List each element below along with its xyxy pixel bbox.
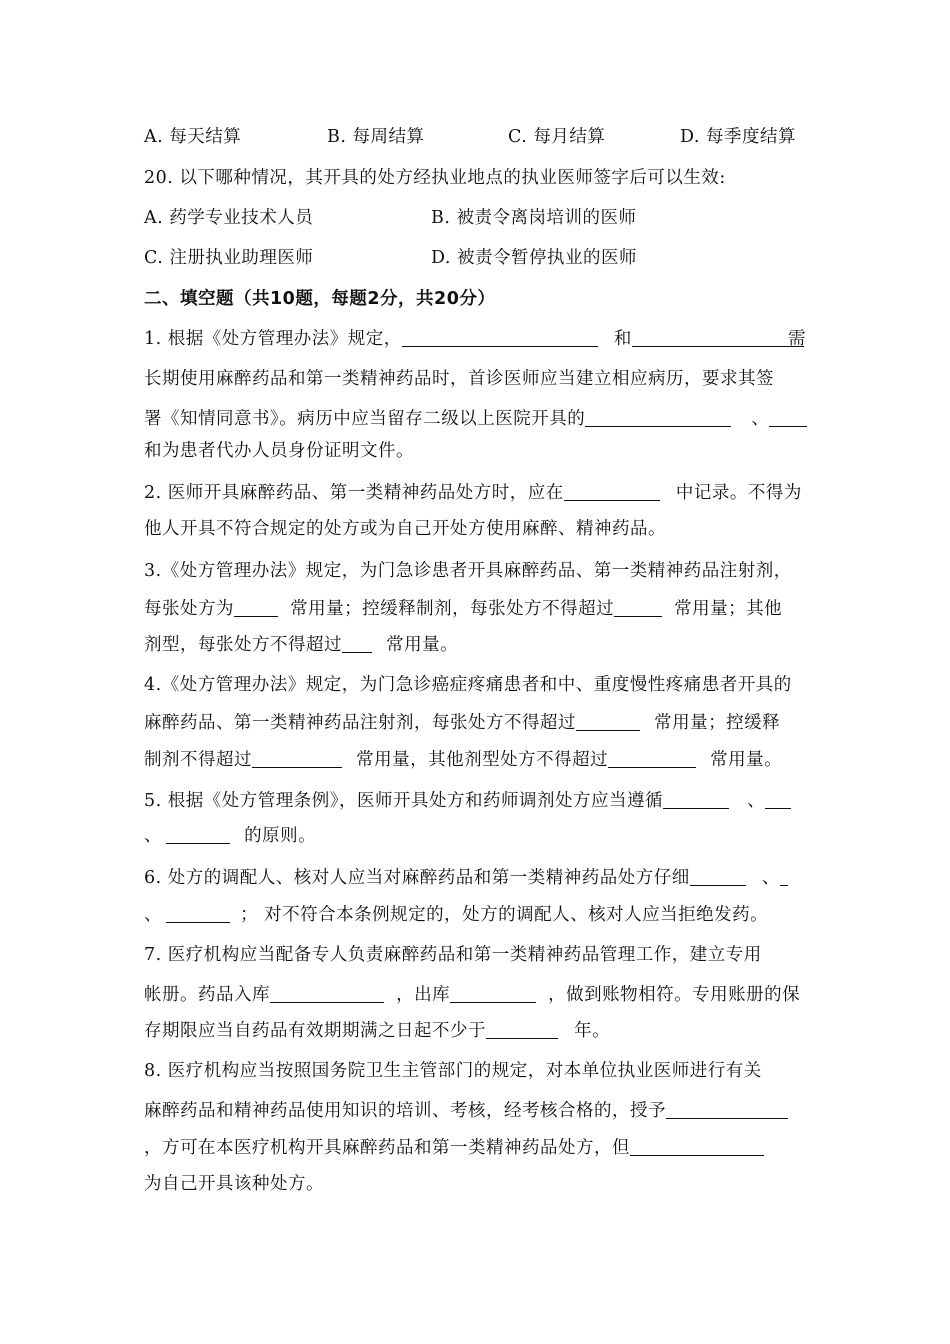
q3-line2 bbox=[144, 594, 806, 624]
answer-blank[interactable] bbox=[166, 823, 230, 844]
q20-stem: 20. 以下哪种情况，其开具的处方经执业地点的执业医师签字后可以生效: bbox=[144, 168, 726, 188]
q7-line1: 7. 医疗机构应当配备专人负责麻醉药品和第一类精神药品管理工作，建立专用 bbox=[144, 945, 762, 965]
q8-text-b: ，方可在本医疗机构开具麻醉药品和第一类精神药品处方，但 bbox=[144, 1138, 630, 1158]
answer-blank[interactable] bbox=[342, 632, 372, 653]
q3-line1: 3.《处方管理办法》规定，为门急诊患者开具麻醉药品、第一类精神药品注射剂， bbox=[144, 561, 792, 581]
q3-text-e: 常用量。 bbox=[386, 635, 459, 655]
q2-text-b: 中记录。不得为 bbox=[675, 483, 802, 503]
answer-blank[interactable] bbox=[663, 788, 729, 809]
q4-text-b: 常用量；控缓释 bbox=[654, 713, 781, 733]
section-heading: 二、填空题（共10题，每题2分，共20分） bbox=[144, 289, 496, 309]
q3-text-c: 常用量；其他 bbox=[674, 599, 783, 619]
q7-text-d: 存期限应当自药品有效期期满之日起不少于 bbox=[144, 1021, 486, 1041]
q7-line3 bbox=[144, 1016, 806, 1046]
answer-blank[interactable] bbox=[769, 406, 807, 427]
q7-line2 bbox=[144, 980, 806, 1010]
q8-line2 bbox=[144, 1096, 806, 1126]
q3-line3 bbox=[144, 630, 806, 660]
q8-line4: 为自己开具该种处方。 bbox=[144, 1174, 324, 1194]
answer-blank[interactable] bbox=[608, 747, 696, 768]
q19-option-d: D. 每季度结算 bbox=[680, 127, 797, 147]
answer-blank[interactable] bbox=[630, 1135, 764, 1156]
answer-blank[interactable] bbox=[564, 480, 660, 501]
q4-text-a: 麻醉药品、第一类精神药品注射剂，每张处方不得超过 bbox=[144, 713, 576, 733]
answer-blank[interactable] bbox=[765, 788, 791, 809]
q1-text-a: 1. 根据《处方管理办法》规定， bbox=[144, 329, 402, 349]
q3-text-b: 常用量；控缓释制剂，每张处方不得超过 bbox=[290, 599, 615, 619]
answer-blank[interactable] bbox=[780, 865, 788, 886]
q8-line1: 8. 医疗机构应当按照国务院卫生主管部门的规定，对本单位执业医师进行有关 bbox=[144, 1061, 762, 1081]
answer-blank[interactable] bbox=[585, 406, 731, 427]
q5-text-a: 5. 根据《处方管理条例》，医师开具处方和药师调剂处方应当遵循 bbox=[144, 791, 664, 811]
q6-text-d: ； 对不符合本条例规定的，处方的调配人、核对人应当拒绝发药。 bbox=[240, 905, 769, 925]
q19-options bbox=[144, 122, 806, 152]
answer-blank[interactable] bbox=[450, 982, 536, 1003]
answer-blank[interactable] bbox=[166, 902, 230, 923]
q4-text-e: 常用量。 bbox=[710, 750, 783, 770]
q5-line2 bbox=[144, 821, 806, 851]
q7-text-b: ，出库 bbox=[396, 985, 451, 1005]
q1-text-d: 署《知情同意书》。病历中应当留存二级以上医院开具的 bbox=[144, 409, 586, 429]
q7-text-c: ，做到账物相符。专用账册的保 bbox=[548, 985, 801, 1005]
q6-text-c: 、 bbox=[144, 905, 162, 925]
answer-blank[interactable] bbox=[632, 326, 804, 347]
q20-options-row2 bbox=[144, 243, 806, 273]
q20-options-row1 bbox=[144, 203, 806, 233]
q8-line3 bbox=[144, 1133, 806, 1163]
q5-text-c: 、 bbox=[144, 826, 162, 846]
q2-line2: 他人开具不符合规定的处方或为自己开处方使用麻醉、精神药品。 bbox=[144, 519, 666, 539]
q7-text-a: 帐册。药品入库 bbox=[144, 985, 270, 1005]
q6-line1 bbox=[144, 863, 806, 893]
q20-option-c: C. 注册执业助理医师 bbox=[144, 248, 314, 268]
answer-blank[interactable] bbox=[486, 1018, 558, 1039]
answer-blank[interactable] bbox=[666, 1098, 788, 1119]
q20-option-a: A. 药学专业技术人员 bbox=[144, 208, 314, 228]
q2-text-a: 2. 医师开具麻醉药品、第一类精神药品处方时，应在 bbox=[144, 483, 564, 503]
q6-text-b: 、 bbox=[761, 868, 780, 888]
answer-blank[interactable] bbox=[252, 747, 342, 768]
answer-blank[interactable] bbox=[402, 326, 598, 347]
q4-text-c: 制剂不得超过 bbox=[144, 750, 252, 770]
q6-line2 bbox=[144, 900, 806, 930]
q1-line4: 和为患者代办人员身份证明文件。 bbox=[144, 441, 414, 461]
q1-text-e: 、 bbox=[751, 409, 770, 429]
q19-option-a: A. 每天结算 bbox=[144, 127, 242, 147]
q3-text-d: 剂型，每张处方不得超过 bbox=[144, 635, 342, 655]
q1-line3 bbox=[144, 404, 806, 434]
answer-blank[interactable] bbox=[270, 982, 384, 1003]
answer-blank[interactable] bbox=[576, 710, 640, 731]
q5-line1 bbox=[144, 786, 806, 816]
answer-blank[interactable] bbox=[690, 865, 746, 886]
q4-line3 bbox=[144, 745, 806, 775]
q1-line1 bbox=[144, 324, 806, 354]
q1-text-b: 和 bbox=[613, 329, 632, 349]
q1-text-c: 需 bbox=[788, 329, 806, 349]
q5-text-b: 、 bbox=[747, 791, 766, 811]
q19-option-b: B. 每周结算 bbox=[327, 127, 425, 147]
q8-text-a: 麻醉药品和精神药品使用知识的培训、考核，经考核合格的，授予 bbox=[144, 1101, 666, 1121]
q4-line2 bbox=[144, 708, 806, 738]
q1-line2: 长期使用麻醉药品和第一类精神药品时，首诊医师应当建立相应病历，要求其签 bbox=[144, 369, 774, 389]
q20-option-b: B. 被责令离岗培训的医师 bbox=[431, 208, 637, 228]
q2-line1 bbox=[144, 478, 806, 508]
q19-option-c: C. 每月结算 bbox=[508, 127, 606, 147]
q4-line1: 4.《处方管理办法》规定，为门急诊癌症疼痛患者和中、重度慢性疼痛患者开具的 bbox=[144, 675, 792, 695]
answer-blank[interactable] bbox=[234, 596, 278, 617]
answer-blank[interactable] bbox=[614, 596, 662, 617]
q20-option-d: D. 被责令暂停执业的医师 bbox=[431, 248, 638, 268]
q5-text-d: 的原则。 bbox=[244, 826, 317, 846]
q3-text-a: 每张处方为 bbox=[144, 599, 234, 619]
q6-text-a: 6. 处方的调配人、核对人应当对麻醉药品和第一类精神药品处方仔细 bbox=[144, 868, 690, 888]
q4-text-d: 常用量，其他剂型处方不得超过 bbox=[356, 750, 609, 770]
q7-text-e: 年。 bbox=[574, 1021, 611, 1041]
